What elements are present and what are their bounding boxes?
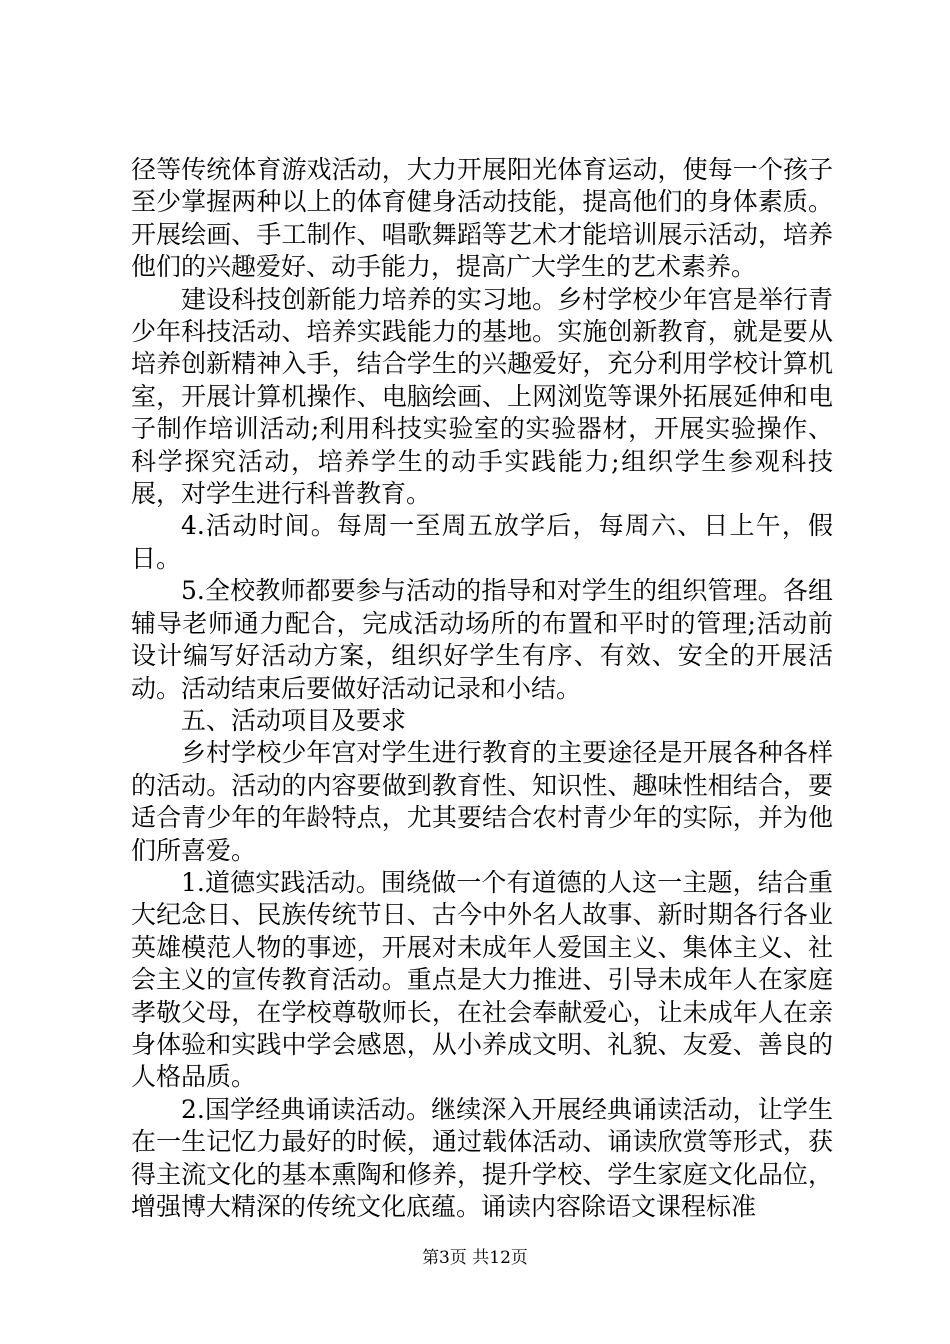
document-body (131, 154, 833, 1223)
paragraph-3: 4.活动时间。每周一至周五放学后，每周六、日上午，假日。 (131, 511, 833, 573)
paragraph-5: 乡村学校少年宫对学生进行教育的主要途径是开展各种各样的活动。活动的内容要做到教育性、知识性、趣味性相结合，要适合青少年的年龄特点，尤其要结合农村青少年的实际，并为他们所喜爱。 (131, 738, 833, 865)
section-heading: 五、活动项目及要求 (181, 705, 407, 735)
paragraph-6: 1.道德实践活动。围绕做一个有道德的人这一主题，结合重大纪念日、民族传统节日、古今中外名人故事、新时期各行各业英雄模范人物的事迹，开展对未成年人爱国主义、集体主义、社会主义的宣传教育活动。重点是大力推进、引导未成年人在家庭孝敬父母，在学校尊敬师长，在社会奉献爱心，让未成年人在亲身体验和实践中学会感恩，从小养成文明、礼貌、友爱、善良的人格品质。 (131, 867, 833, 1092)
paragraph-2: 建设科技创新能力培养的实习地。乡村学校少年宫是举行青少年科技活动、培养实践能力的基地。实施创新教育，就是要从培养创新精神入手，结合学生的兴趣爱好，充分利用学校计算机室，开展计算机操作、电脑绘画、上网浏览等课外拓展延伸和电子制作培训活动;利用科技实验室的实验器材，开展实验操作、科学探究活动，培养学生的动手实践能力;组织学生参观科技展，对学生进行科普教育。 (131, 284, 833, 509)
paragraph-4: 5.全校教师都要参与活动的指导和对学生的组织管理。各组辅导老师通力配合，完成活动场所的布置和平时的管理;活动前设计编写好活动方案，组织好学生有序、有效、安全的开展活动。活动结束后要做好活动记录和小结。 (131, 576, 833, 703)
page-number-footer: 第3页 共12页 (422, 1248, 528, 1268)
paragraph-1: 径等传统体育游戏活动，大力开展阳光体育运动，使每一个孩子至少掌握两种以上的体育健身活动技能，提高他们的身体素质。开展绘画、手工制作、唱歌舞蹈等艺术才能培训展示活动，培养他们的兴趣爱好、动手能力，提高广大学生的艺术素养。 (131, 155, 833, 282)
paragraph-7: 2.国学经典诵读活动。继续深入开展经典诵读活动，让学生在一生记忆力最好的时候，通过载体活动、诵读欣赏等形式，获得主流文化的基本熏陶和修养，提升学校、学生家庭文化品位，增强博大精深的传统文化底蕴。诵读内容除语文课程标准 (131, 1094, 833, 1221)
